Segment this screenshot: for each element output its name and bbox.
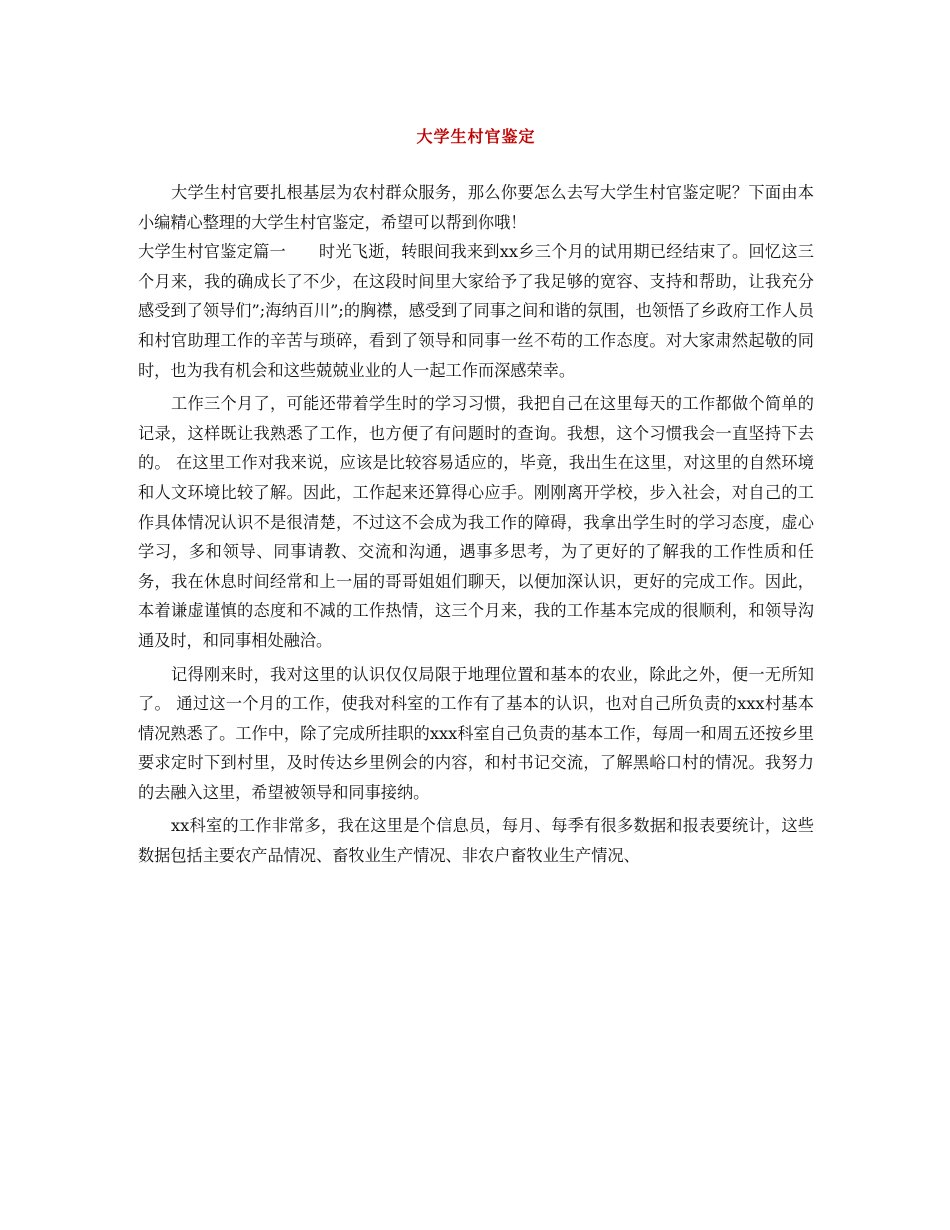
paragraph-office-work: xx科室的工作非常多，我在这里是个信息员，每月、每季有很多数据和报表要统计，这些数据包括主要农产品情况、畜牧业生产情况、非农户畜牧业生产情况、 (138, 816, 814, 866)
document-title: 大学生村官鉴定 (416, 127, 536, 146)
paragraph-section-one: 大学生村官鉴定篇一 时光飞逝，转眼间我来到xx乡三个月的试用期已经结束了。回忆这三个月来，我的确成长了不少，在这段时间里大家给予了我足够的宽容、支持和帮助，让我充分感受到了领导们”;海纳百川”;的胸襟，感受到了同事之间和谐的氛围，也领悟了乡政府工作人员和村官助理工作的辛苦与琐碎，看到了领导和同事一丝不苟的工作态度。对大家肃然起敬的同时，也为我有机会和这些兢兢业业的人一起工作而深感荣幸。 (138, 242, 814, 380)
document-body (138, 178, 814, 871)
paragraph-intro: 大学生村官要扎根基层为农村群众服务，那么你要怎么去写大学生村官鉴定呢？下面由本小编精心整理的大学生村官鉴定，希望可以帮到你哦！ (138, 183, 814, 232)
paragraph-work-habits: 工作三个月了，可能还带着学生时的学习习惯，我把自己在这里每天的工作都做个简单的记录，这样既让我熟悉了工作，也方便了有问题时的查询。我想，这个习惯我会一直坚持下去的。 在这里工作对我来说，应该是比较容易适应的，毕竟，我出生在这里，对这里的自然环境和人文环境比较了解。因此，工作起来还算得心应手。刚刚离开学校，步入社会，对自己的工作具体情况认识不是很清楚，不过这不会成为我工作的障碍，我拿出学生时的学习态度，虚心学习，多和领导、同事请教、交流和沟通，遇事多思考，为了更好的了解我的工作性质和任务，我在休息时间经常和上一届的哥哥姐姐们聊天，以便加深认识，更好的完成工作。因此，本着谦虚谨慎的态度和不减的工作热情，这三个月来，我的工作基本完成的很顺利，和领导沟通及时，和同事相处融洽。 (138, 394, 814, 650)
paragraph-first-impressions: 记得刚来时，我对这里的认识仅仅局限于地理位置和基本的农业，除此之外，便一无所知了。 通过这一个月的工作，使我对科室的工作有了基本的认识，也对自己所负责的xxx村基本情况熟悉了。工作中，除了完成所挂职的xxx科室自己负责的基本工作，每周一和周五还按乡里要求定时下到村里，及时传达乡里例会的内容，和村书记交流，了解黑峪口村的情况。我努力的去融入这里，希望被领导和同事接纳。 (138, 664, 814, 802)
